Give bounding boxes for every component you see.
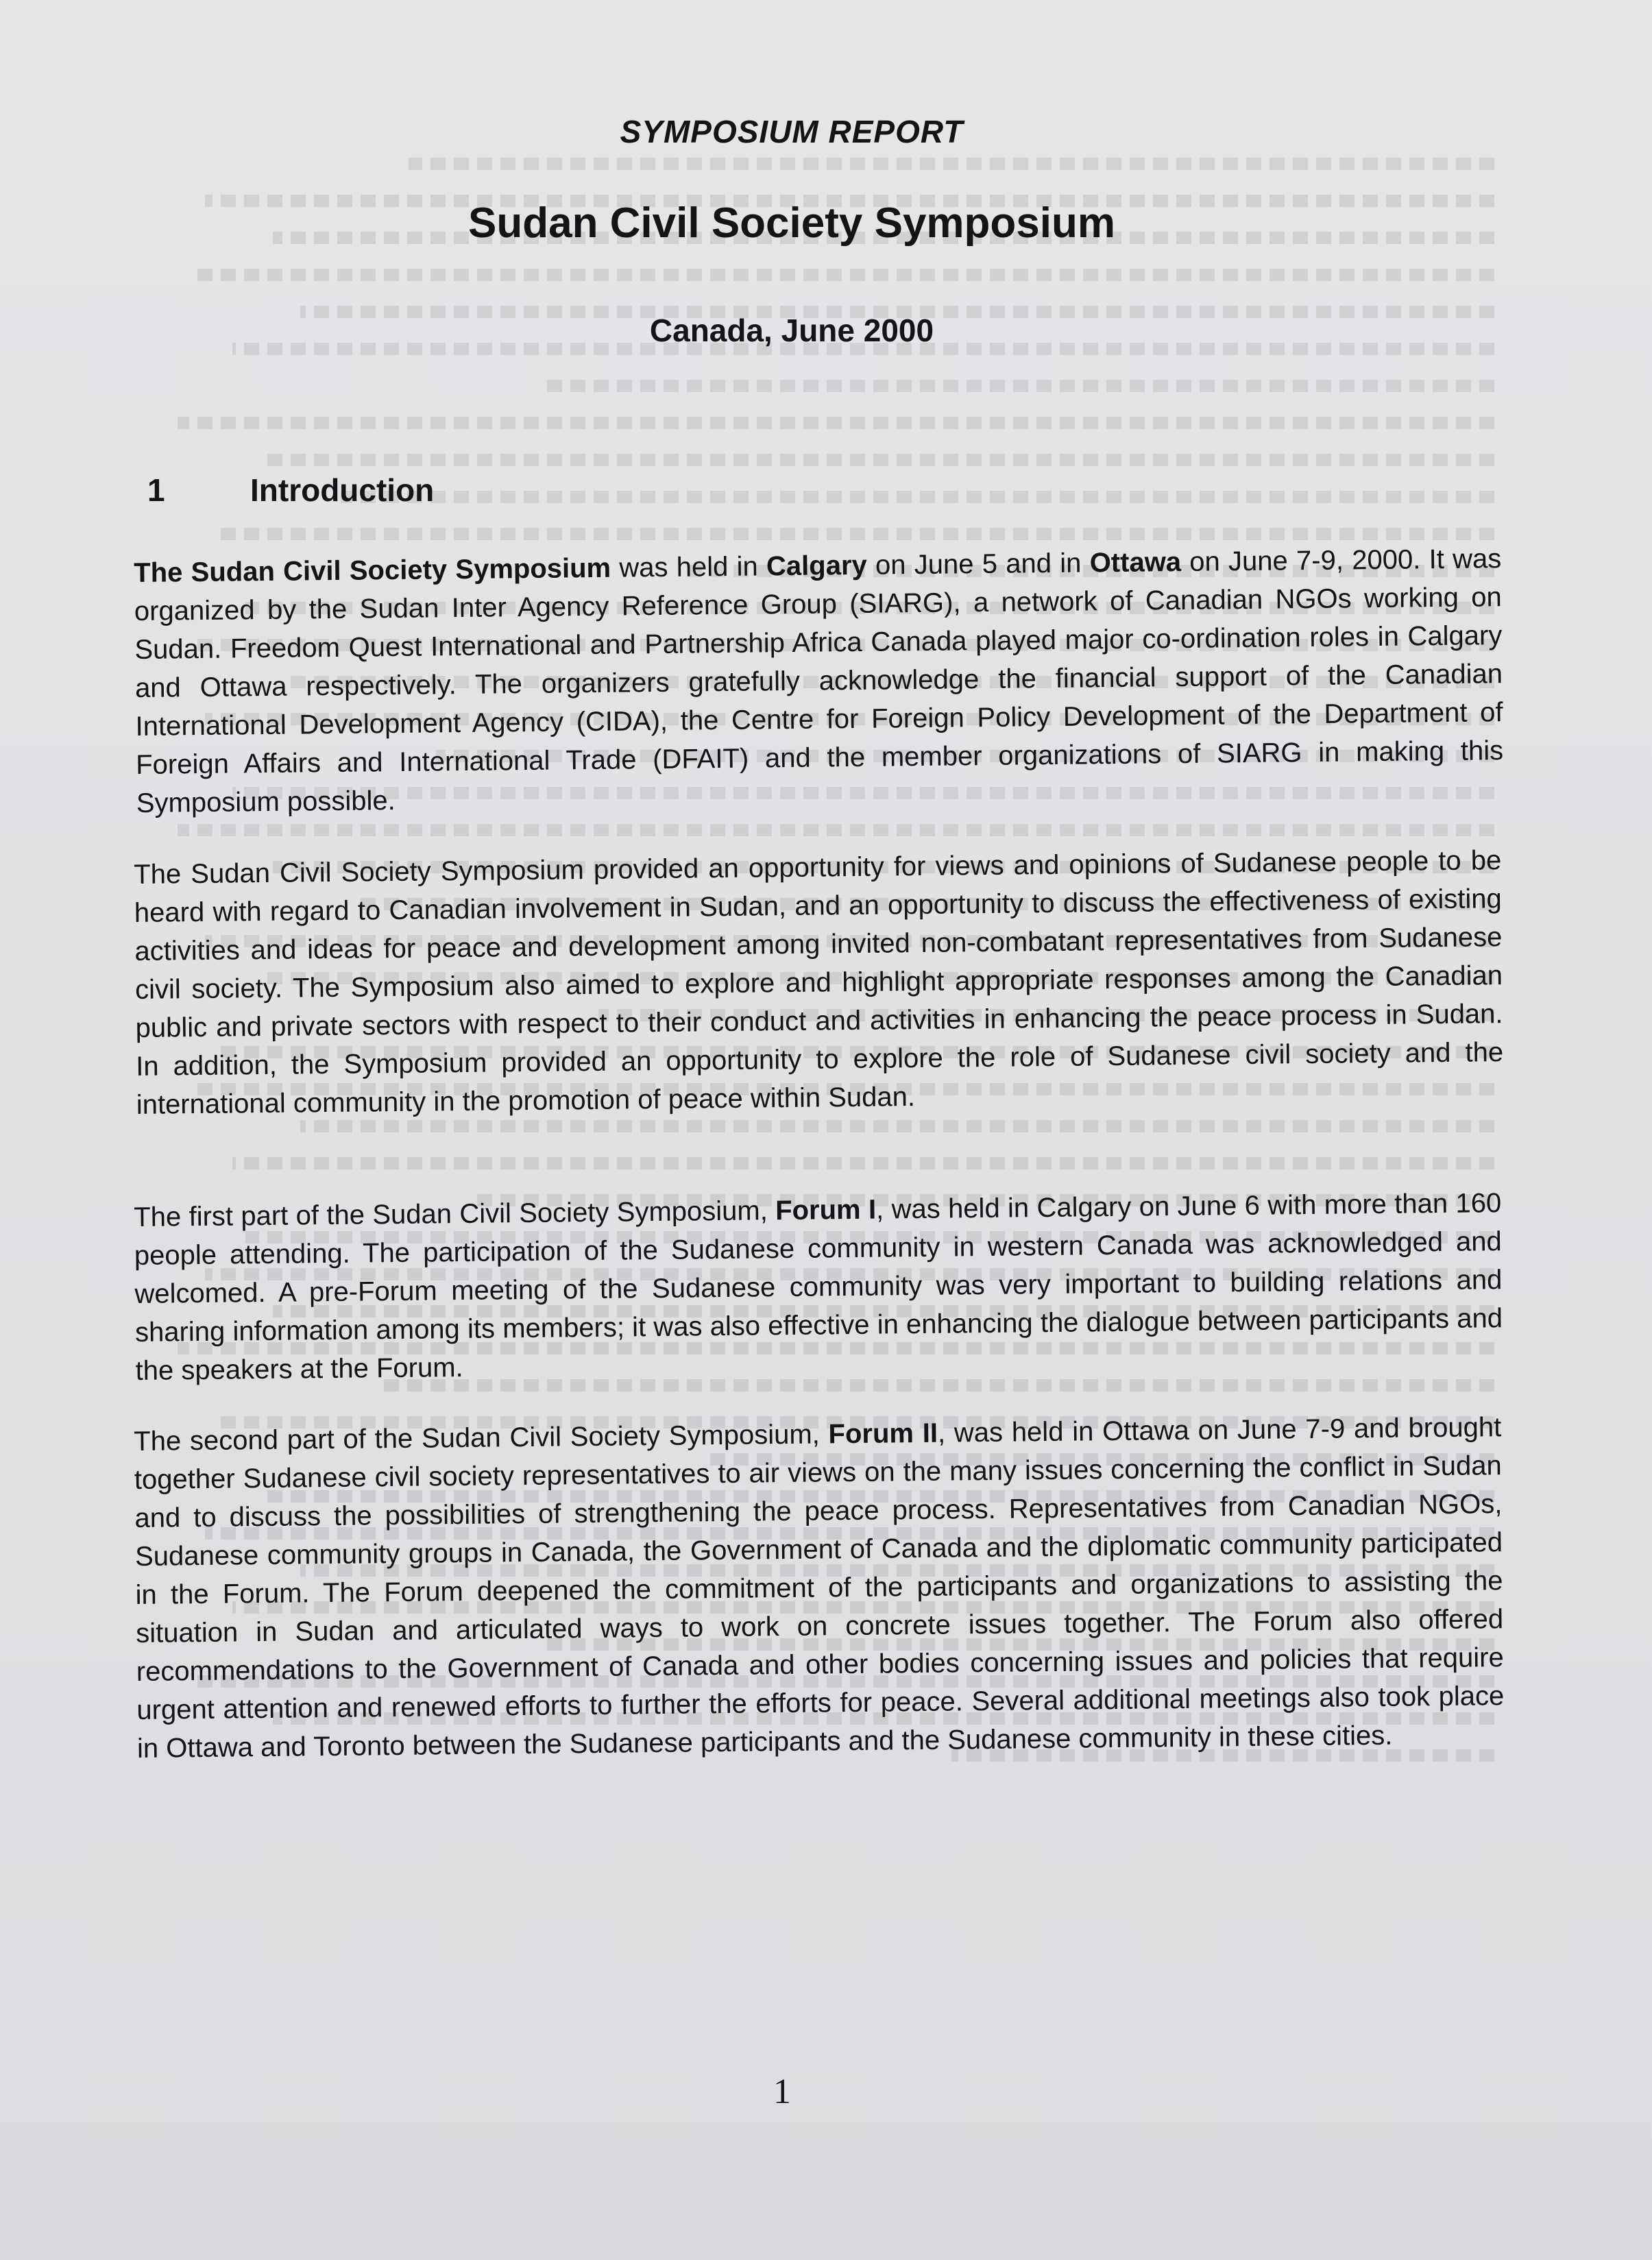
paragraph-4-text-b: , was held in Ottawa on June 7-9 and brought together Sudanese civil society representatives to air views on the many issues concerning the conflict in Sudan and to discuss the possibilities of strengthening the peace process. Representatives from Canadian NGOs, Sudanese community groups in Canada, the Government of Canada and the diplomatic community participated in the Forum. The Forum deepened the commitment of the participants and organizations to assisting the situation in Sudan and articulated ways to work on concrete issues together. The Forum also offered recommendations to the Government of Canada and other bodies concerning issues and policies that require urgent attention and renewed efforts to further the efforts for peace. Several additional meetings also took place in Ottawa and Toronto between the Sudanese participants and the Sudanese community in these cities. [134,1412,1505,1764]
paragraph-3-text-b: , was held in Calgary on June 6 with more than 160 people attending. The participation of the Sudanese community in western Canada was acknowledged and welcomed. A pre-Forum meeting of the Sudanese community was very important to building relations and sharing information among its members; it was also effective in enhancing the dialogue between participants and the speakers at the Forum. [134,1188,1503,1386]
section-heading [147,472,434,509]
paragraph-1-bold-calgary: Calgary [766,550,868,582]
paragraph-3-text-a: The first part of the Sudan Civil Society Symposium, [134,1195,776,1232]
report-kicker: SYMPOSIUM REPORT [620,114,964,149]
paragraph-1-bold-name: The Sudan Civil Society Symposium [134,552,611,588]
paragraph-4 [134,1408,1505,1813]
paragraph-3-bold-forum: Forum I [775,1194,877,1226]
paragraph-2-text: The Sudan Civil Society Symposium provided an opportunity for views and opinions of Sudanese people to be heard with regard to Canadian involvement in Sudan, and an opportunity to discuss the effectiveness of existing activities and ideas for peace and development among invited non-combatant representatives from Sudanese civil society. The Symposium also aimed to explore and highlight appropriate responses among the Canadian public and private sectors with respect to their conduct and activities in enhancing the peace process in Sudan. In addition, the Symposium provided an opportunity to explore the role of Sudanese civil society and the international community in the promotion of peace within Sudan. [134,845,1504,1120]
section-title: Introduction [250,472,435,508]
paragraph-4-bold-forum: Forum II [828,1418,938,1450]
paragraph-1 [134,539,1505,868]
section-number: 1 [147,472,165,508]
paragraph-2 [134,841,1505,1169]
paragraph-1-bold-ottawa: Ottawa [1089,547,1182,579]
report-subtitle: Canada, June 2000 [649,313,934,348]
page-title: Sudan Civil Society Symposium [467,199,1116,247]
page-number: 1 [773,2072,791,2111]
paragraph-1-text-a: was held in [610,551,767,583]
paragraph-3 [134,1184,1504,1435]
paragraph-4-text-a: The second part of the Sudan Civil Society Symposium, [134,1419,829,1457]
paragraph-1-text-c: on June 7-9, 2000. It was organized by the Sudan Inter Agency Reference Group (SIARG), a network of Canadian NGOs working on Sudan. Freedom Quest International and Partnership Africa Canada played major co-ordination roles in Calgary and Ottawa respectively. The organizers gratefully acknowledge the financial support of the Canadian International Development Agency (CIDA), the Centre for Foreign Policy Development of the Department of Foreign Affairs and International Trade (DFAIT) and the member organizations of SIARG in making this Symposium possible. [134,544,1504,818]
paragraph-1-text-b: on June 5 and in [866,548,1090,581]
